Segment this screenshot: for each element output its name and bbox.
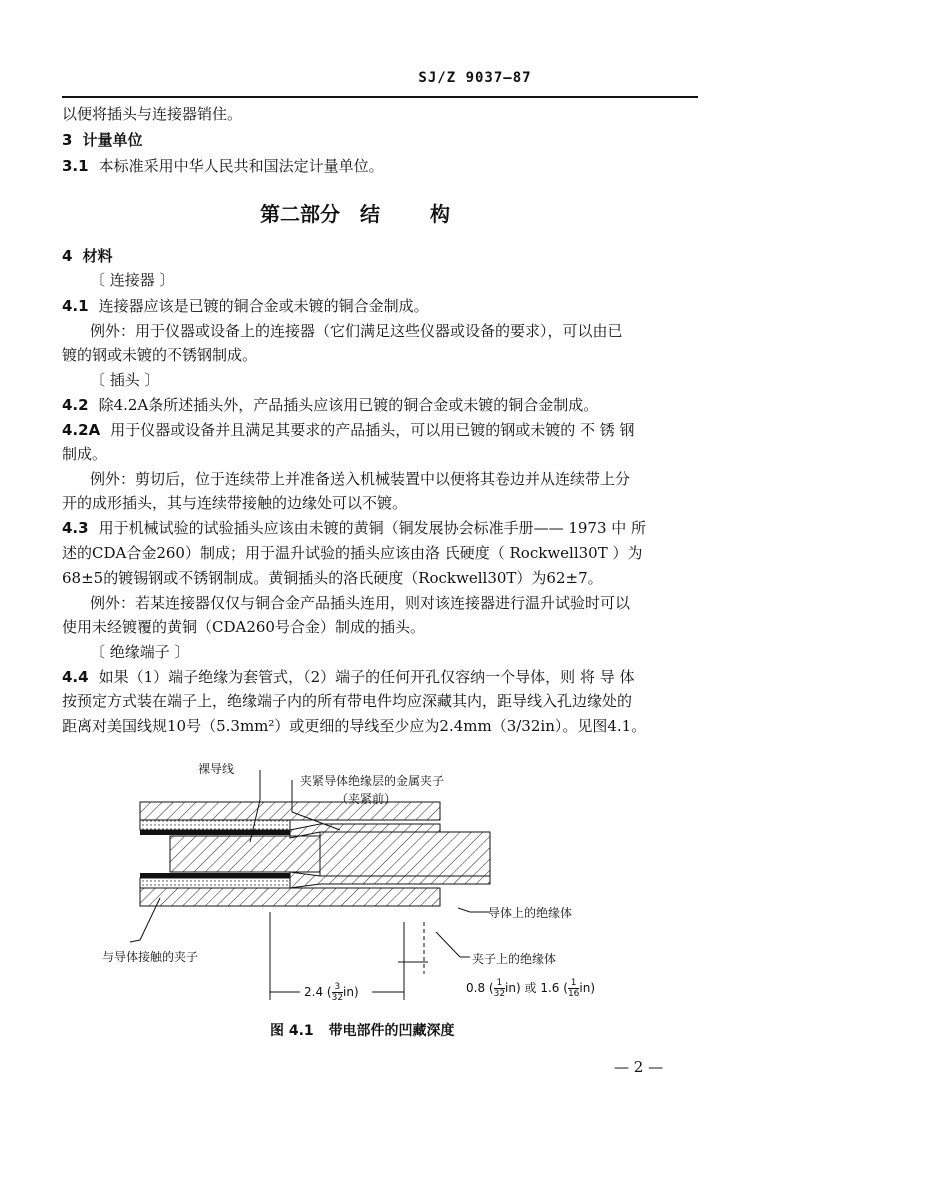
standard-code-header: SJ/Z 9037—87 [418, 70, 532, 86]
clause-number: 4.2 [62, 396, 89, 414]
exception-4-2A-line1: 例外：剪切后，位于连续带上并准备送入机械装置中以便将其卷边并从连续带上分 [90, 470, 631, 488]
dim2-numerator: 1 [494, 978, 505, 989]
exception-4-3-line1: 例外：若某连接器仅仅与铜合金产品插头连用，则对该连接器进行温升试验时可以 [90, 594, 631, 612]
clause-4-3-line2: 述的CDA合金260）制成；用于温升试验的插头应该由洛 氏硬度（ Rockwell30T ）为 [62, 544, 643, 562]
section-4-heading [62, 246, 112, 266]
clause-4-2A [62, 420, 635, 440]
bottom-insulation-sleeve [140, 888, 440, 906]
part-title [0, 198, 710, 227]
dim3-denominator: 16 [567, 989, 580, 999]
clause-4-2A-line2: 制成。 [62, 445, 108, 463]
dim1-value: 2.4 [304, 985, 324, 999]
label-before-clamping: （夹紧前） [336, 792, 397, 806]
part-title-b: 结 [360, 202, 380, 226]
clause-4-1 [62, 296, 429, 316]
header-rule [62, 96, 698, 98]
dim1-numerator: 3 [332, 982, 343, 993]
figure-caption [270, 1020, 455, 1040]
clause-3-1 [62, 156, 384, 176]
exception-4-2A-line2: 开的成形插头，其与连续带接触的边缘处可以不镀。 [62, 494, 408, 512]
clause-number: 3.1 [62, 157, 89, 175]
continued-line: 以便将插头与连接器销住。 [62, 105, 243, 123]
clause-4-4 [62, 667, 634, 687]
dim-or: 或 [524, 981, 537, 995]
clause-number: 4.2A [62, 421, 101, 439]
clause-text: 连接器应该是已镀的铜合金或未镀的铜合金制成。 [98, 297, 429, 315]
dim1-denominator: 32 [331, 993, 344, 1003]
dim3-numerator: 1 [568, 978, 579, 989]
top-metal-clamp [140, 830, 290, 835]
exception-4-3-line2: 使用未经镀覆的黄铜（CDA260号合金）制成的插头。 [62, 618, 425, 636]
label-contact-clamp: 与导体接触的夹子 [102, 950, 199, 964]
dim2-fraction [494, 978, 505, 999]
clause-number: 4.3 [62, 519, 89, 537]
exception-4-1-line1: 例外：用于仪器或设备上的连接器（它们满足这些仪器或设备的要求），可以由已 [90, 322, 623, 340]
dim3-value: 1.6 [540, 981, 560, 995]
contact-barrel [320, 832, 490, 876]
section-title: 材料 [82, 247, 113, 265]
leader-conductor-insulation [458, 908, 490, 912]
section-number: 4 [62, 247, 73, 265]
caption-text: 带电部件的凹藏深度 [328, 1023, 455, 1039]
top-conductor-insulation [140, 820, 290, 830]
label-bare-wire: 裸导线 [198, 762, 235, 776]
clause-number: 4.4 [62, 668, 89, 686]
subheading-connector: 〔 连接器 〕 [90, 271, 175, 289]
clause-text: 除4.2A条所述插头外，产品插头应该用已镀的铜合金或未镀的铜合金制成。 [98, 396, 599, 414]
clause-text: 用于机械试验的试验插头应该由未镀的黄铜（铜发展协会标准手册—— 1973 中 所 [98, 519, 647, 537]
section-3-heading [62, 130, 142, 150]
dim1-unit: in [343, 985, 354, 999]
dim2-denominator: 32 [493, 989, 506, 999]
clause-4-3-line3: 68±5的镀锡钢或不锈钢制成。黄铜插头的洛氏硬度（Rockwell30T）为62±7。 [62, 569, 603, 587]
part-title-a: 第二部分 [260, 202, 340, 226]
exception-4-1-line2: 镀的钢或未镀的不锈钢制成。 [62, 346, 258, 364]
clause-text: 如果（1）端子绝缘为套管式，（2）端子的任何开孔仅容纳一个导体，则 将 导 体 [98, 668, 635, 686]
dim3-fraction [568, 978, 579, 999]
part-title-c: 构 [430, 202, 450, 226]
bottom-conductor-insulation [140, 878, 290, 888]
label-clamp-insulation: 夹子上的绝缘体 [472, 952, 557, 966]
clause-4-4-line2: 按预定方式装在端子上，绝缘端子内的所有带电件均应深藏其内，距导线入孔边缘处的 [62, 692, 633, 710]
clause-number: 4.1 [62, 297, 89, 315]
dim2-value: 0.8 [466, 981, 486, 995]
figure-4-1 [102, 752, 650, 1022]
section-title: 计量单位 [82, 131, 143, 149]
section-number: 3 [62, 131, 73, 149]
subheading-insulated-terminal: 〔 绝缘端子 〕 [90, 643, 190, 661]
clause-4-3 [62, 518, 646, 538]
dim3-unit: in [579, 981, 591, 995]
subheading-plug: 〔 插头 〕 [90, 371, 160, 389]
clause-text: 用于仪器或设备并且满足其要求的产品插头，可以用已镀的钢或未镀的 不 锈 钢 [110, 421, 635, 439]
dim1-fraction [332, 982, 343, 1003]
leader-clamp-insulation [436, 932, 470, 957]
dimension-0-8-or-1-6: 0.8 ( $\frac{1}{32}$ in) 或 1.6 ( $\frac{1}{16}$ in) [466, 978, 596, 999]
clause-text: 本标准采用中华人民共和国法定计量单位。 [98, 157, 384, 175]
label-conductor-insulation: 导体上的绝缘体 [488, 906, 573, 920]
page-number: — 2 — [614, 1058, 664, 1076]
dim2-unit: in [505, 981, 516, 995]
clause-4-4-line3: 距离对美国线规10号（5.3mm²）或更细的导线至少应为2.4mm（3/32in）。见图4.1。 [62, 717, 647, 735]
label-metal-clamp: 夹紧导体绝缘层的金属夹子 [300, 774, 445, 788]
caption-number: 图 4.1 [270, 1023, 314, 1039]
dimension-2-4: 2.4 ( $\frac{3}{32}$ in) [304, 982, 359, 1003]
bottom-metal-clamp [140, 873, 290, 878]
clause-4-2 [62, 395, 598, 415]
bare-wire-core [170, 836, 320, 872]
